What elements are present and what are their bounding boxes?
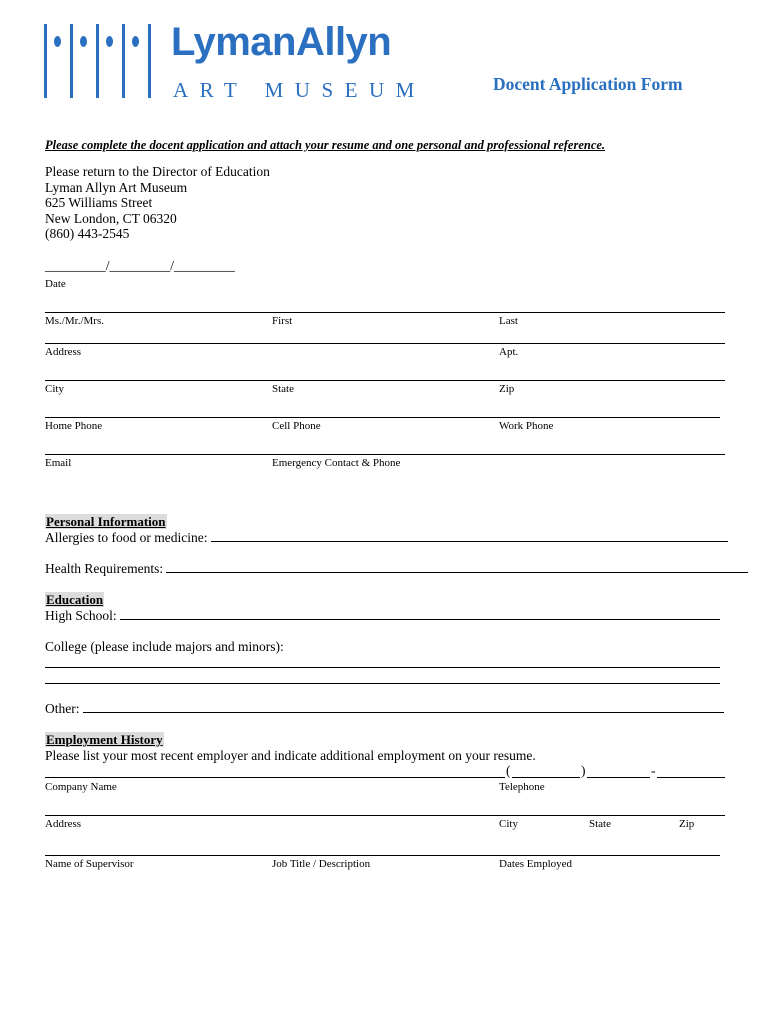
email-line[interactable] xyxy=(45,454,725,455)
logo-dot-4 xyxy=(132,36,139,47)
salutation-label: Ms./Mr./Mrs. xyxy=(45,315,104,327)
company-name-input[interactable] xyxy=(45,777,505,778)
health-label: Health Requirements: xyxy=(45,561,164,576)
date-field[interactable]: _________/_________/_________ xyxy=(45,258,235,273)
date-label: Date xyxy=(45,278,66,290)
college-label: College (please include majors and minors): xyxy=(45,639,284,654)
allergies-input[interactable] xyxy=(211,530,728,542)
logo-dot-2 xyxy=(80,36,87,47)
city-line[interactable] xyxy=(45,380,725,381)
employer-address-label: Address xyxy=(45,818,82,830)
return-line-3: 625 Williams Street xyxy=(45,195,153,210)
logo-dot-1 xyxy=(54,36,61,47)
return-line-1: Please return to the Director of Education xyxy=(45,164,270,179)
high-school-question xyxy=(45,608,720,624)
health-question xyxy=(45,561,748,577)
logo-bar-5 xyxy=(148,24,151,98)
address-line[interactable] xyxy=(45,343,725,344)
instruction-text: Please complete the docent application and attach your resume and one personal and professional reference. xyxy=(45,138,606,152)
company-name-label: Company Name xyxy=(45,781,117,793)
college-input-line-1[interactable] xyxy=(45,667,720,668)
area-code-input[interactable] xyxy=(512,777,580,778)
apt-label: Apt. xyxy=(499,346,519,358)
logo-bar-3 xyxy=(96,24,99,98)
name-line[interactable] xyxy=(45,312,725,313)
other-input[interactable] xyxy=(83,701,724,713)
telephone-label: Telephone xyxy=(499,781,545,793)
phone-dash: - xyxy=(651,763,656,778)
address-label: Address xyxy=(45,346,82,358)
logo-bar-4 xyxy=(122,24,125,98)
logo-bar-2 xyxy=(70,24,73,98)
high-school-input[interactable] xyxy=(120,608,720,620)
high-school-label: High School: xyxy=(45,608,117,623)
supervisor-line[interactable] xyxy=(45,855,720,856)
other-label: Other: xyxy=(45,701,80,716)
phone-line[interactable] xyxy=(45,417,720,418)
job-title-label: Job Title / Description xyxy=(272,858,371,870)
zip-label: Zip xyxy=(499,383,515,395)
dates-employed-label: Dates Employed xyxy=(499,858,573,870)
allergies-question xyxy=(45,530,728,546)
logo-dot-3 xyxy=(106,36,113,47)
city-label: City xyxy=(45,383,64,395)
email-label: Email xyxy=(45,457,72,469)
cell-phone-label: Cell Phone xyxy=(272,420,321,432)
employer-address-line[interactable] xyxy=(45,815,725,816)
home-phone-label: Home Phone xyxy=(45,420,103,432)
brand-sub: ART MUSEUM xyxy=(173,78,426,102)
brand-name: LymanAllyn xyxy=(171,20,392,64)
phone-open-paren: ( xyxy=(506,763,511,778)
personal-info-heading: Personal Information xyxy=(46,514,166,529)
employer-state-label: State xyxy=(589,818,611,830)
employer-zip-label: Zip xyxy=(679,818,695,830)
emergency-contact-label: Emergency Contact & Phone xyxy=(272,457,401,469)
first-name-label: First xyxy=(272,315,293,327)
return-line-5: (860) 443-2545 xyxy=(45,226,130,241)
work-phone-label: Work Phone xyxy=(499,420,554,432)
allergies-label: Allergies to food or medicine: xyxy=(45,530,208,545)
last-name-label: Last xyxy=(499,315,518,327)
health-input[interactable] xyxy=(166,561,748,573)
employment-instruction: Please list your most recent employer and indicate additional employment on your resume. xyxy=(45,748,536,763)
logo-bar-1 xyxy=(44,24,47,98)
phone-close-paren: ) xyxy=(581,763,586,778)
return-line-4: New London, CT 06320 xyxy=(45,210,177,226)
education-heading: Education xyxy=(46,592,104,607)
other-question xyxy=(45,701,724,717)
return-line-2: Lyman Allyn Art Museum xyxy=(45,179,188,195)
form-title: Docent Application Form xyxy=(493,74,683,94)
college-input-line-2[interactable] xyxy=(45,683,720,684)
supervisor-label: Name of Supervisor xyxy=(45,858,134,870)
phone-prefix-input[interactable] xyxy=(587,777,650,778)
phone-suffix-input[interactable] xyxy=(657,777,725,778)
state-label: State xyxy=(272,383,294,395)
employer-city-label: City xyxy=(499,818,518,830)
employment-heading: Employment History xyxy=(46,732,163,747)
